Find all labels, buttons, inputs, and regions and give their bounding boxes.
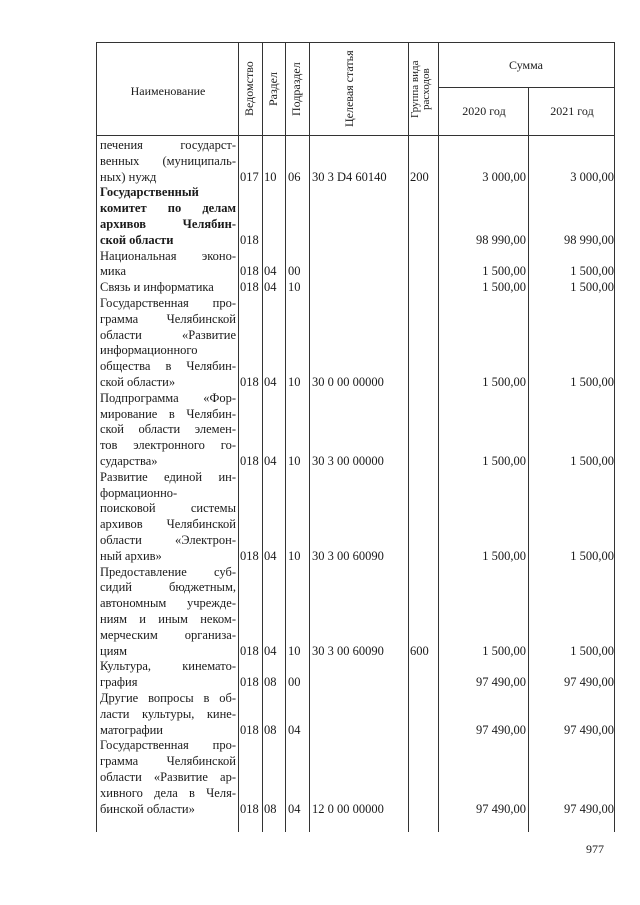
row-name-line: мика <box>100 264 127 279</box>
table-row <box>0 659 640 691</box>
row-name-line: формационно- <box>100 485 178 500</box>
row-name-line: бинской области» <box>100 801 195 816</box>
cell-2020: 97 490,00 <box>476 722 526 737</box>
cell-2020: 1 500,00 <box>482 643 526 658</box>
row-name <box>100 391 236 470</box>
cell-gruppa: 600 <box>410 643 429 658</box>
cell-ved: 018 <box>240 453 259 468</box>
cell-podrazdel: 06 <box>288 169 301 184</box>
header-year-2021: 2021 год <box>550 104 594 118</box>
row-name-line: поисковой системы <box>100 501 236 516</box>
header-bottom-border <box>96 135 614 136</box>
row-name-line: ласти культуры, кине- <box>100 706 236 721</box>
cell-2021: 3 000,00 <box>570 169 614 184</box>
row-name-line: Государственный <box>100 185 199 200</box>
cell-ved: 018 <box>240 675 259 690</box>
table-row <box>0 138 640 185</box>
row-name-line: тов электронного го- <box>100 438 236 453</box>
cell-podrazdel: 00 <box>288 675 301 690</box>
cell-2021: 97 490,00 <box>564 722 614 737</box>
cell-celevaya: 30 0 00 00000 <box>312 375 384 389</box>
header-summa: Сумма <box>509 58 543 72</box>
cell-razdel: 04 <box>264 375 277 389</box>
cell-podrazdel: 10 <box>288 643 301 658</box>
row-name-line: циям <box>100 643 128 658</box>
cell-ved: 018 <box>240 801 259 816</box>
row-name-line: мирование в Челябин- <box>100 406 236 421</box>
cell-razdel: 04 <box>264 453 277 468</box>
cell-podrazdel: 10 <box>288 453 301 468</box>
row-name-line: сидий бюджетным, <box>100 580 236 595</box>
row-name <box>100 470 236 565</box>
cell-razdel: 04 <box>264 643 277 658</box>
row-name-line: ных) нужд <box>100 169 157 184</box>
row-name-line: ской области» <box>100 374 176 389</box>
row-name <box>100 565 236 660</box>
row-name <box>100 738 236 817</box>
row-name-line: Предоставление суб- <box>100 564 236 579</box>
header-name: Наименование <box>130 84 206 98</box>
cell-2021: 98 990,00 <box>564 232 614 247</box>
header-celevaya: Целевая статья <box>342 50 356 128</box>
table-row <box>0 470 640 565</box>
cell-gruppa: 200 <box>410 169 429 184</box>
cell-2021: 1 500,00 <box>570 264 614 279</box>
row-name-line: общества в Челябин- <box>100 359 236 374</box>
cell-podrazdel: 04 <box>288 722 301 737</box>
row-name <box>100 659 236 691</box>
cell-ved: 018 <box>240 232 259 247</box>
cell-podrazdel: 10 <box>288 375 301 389</box>
row-name-line: архивов Челябинской <box>100 517 236 532</box>
cell-2021: 97 490,00 <box>564 801 614 816</box>
cell-ved: 018 <box>240 280 259 295</box>
row-name-line: Развитие единой ин- <box>100 469 236 484</box>
row-name <box>100 296 236 391</box>
row-name-line: архивов Челябин- <box>100 216 236 231</box>
row-name-line: Подпрограмма «Фор- <box>100 390 236 405</box>
cell-celevaya: 30 3 D4 60140 <box>312 169 387 184</box>
table-row <box>0 738 640 817</box>
cell-ved: 018 <box>240 643 259 658</box>
row-name <box>100 691 236 738</box>
row-name <box>100 185 236 248</box>
cell-2020: 1 500,00 <box>482 453 526 468</box>
cell-podrazdel: 04 <box>288 801 301 816</box>
cell-2020: 1 500,00 <box>482 548 526 563</box>
cell-2020: 1 500,00 <box>482 280 526 295</box>
cell-2020: 98 990,00 <box>476 232 526 247</box>
table-row <box>0 249 640 281</box>
cell-razdel: 08 <box>264 801 277 816</box>
cell-2020: 1 500,00 <box>482 264 526 279</box>
header-year-divider <box>438 87 614 88</box>
row-name-line: матографии <box>100 722 164 737</box>
row-name-line: мерческим организа- <box>100 627 236 642</box>
cell-ved: 018 <box>240 375 259 389</box>
cell-podrazdel: 10 <box>288 280 301 295</box>
cell-razdel: 04 <box>264 280 277 295</box>
row-name-line: ный архив» <box>100 548 162 563</box>
cell-2021: 1 500,00 <box>570 643 614 658</box>
row-name-line: ской области элемен- <box>100 422 236 437</box>
table-row <box>0 296 640 391</box>
cell-ved: 017 <box>240 169 259 184</box>
row-name <box>100 138 236 185</box>
cell-celevaya: 30 3 00 00000 <box>312 453 384 468</box>
header-gruppa: Группа вида расходов <box>409 60 432 118</box>
cell-2021: 1 500,00 <box>570 280 614 295</box>
row-name-line: области «Развитие ар- <box>100 769 236 784</box>
cell-2020: 1 500,00 <box>482 375 526 389</box>
cell-2021: 97 490,00 <box>564 675 614 690</box>
row-name-line: области «Электрон- <box>100 532 236 547</box>
row-name-line: области «Развитие <box>100 327 236 342</box>
row-name-line: грамма Челябинской <box>100 311 236 326</box>
row-name-line: грамма Челябинской <box>100 754 236 769</box>
table-top-border <box>96 42 614 43</box>
cell-razdel: 08 <box>264 722 277 737</box>
cell-razdel: 10 <box>264 169 277 184</box>
row-name-line: графия <box>100 675 138 690</box>
header-podrazdel: Подраздел <box>289 62 303 116</box>
cell-ved: 018 <box>240 548 259 563</box>
cell-2021: 1 500,00 <box>570 453 614 468</box>
table-row <box>0 280 640 296</box>
header-year-2020: 2020 год <box>462 104 506 118</box>
row-name-line: Связь и информатика <box>100 280 214 295</box>
row-name-line: печения государст- <box>100 138 236 152</box>
row-name-line: Культура, кинемато- <box>100 659 236 674</box>
cell-razdel: 04 <box>264 548 277 563</box>
header-ved: Ведомство <box>242 61 256 117</box>
cell-celevaya: 30 3 00 60090 <box>312 548 384 563</box>
row-name-line: Другие вопросы в об- <box>100 691 236 705</box>
row-name-line: комитет по делам <box>100 201 236 216</box>
cell-2020: 97 490,00 <box>476 801 526 816</box>
row-name-line: хивного дела в Челя- <box>100 785 236 800</box>
table-row <box>0 691 640 738</box>
row-name <box>100 249 236 281</box>
table-row <box>0 185 640 248</box>
cell-podrazdel: 00 <box>288 264 301 279</box>
cell-razdel: 04 <box>264 264 277 279</box>
table-row <box>0 391 640 470</box>
row-name-line: Национальная эконо- <box>100 248 236 263</box>
cell-celevaya: 12 0 00 00000 <box>312 801 384 816</box>
cell-2020: 97 490,00 <box>476 675 526 690</box>
row-name-line: информационного <box>100 343 198 358</box>
row-name-line: ской области <box>100 232 174 247</box>
cell-celevaya: 30 3 00 60090 <box>312 643 384 658</box>
row-name <box>100 280 236 296</box>
table-row <box>0 565 640 660</box>
cell-2021: 1 500,00 <box>570 548 614 563</box>
row-name-line: венных (муниципаль- <box>100 153 236 168</box>
row-name-line: Государственная про- <box>100 296 236 310</box>
cell-podrazdel: 10 <box>288 548 301 563</box>
cell-2020: 3 000,00 <box>482 169 526 184</box>
row-name-line: сударства» <box>100 453 158 468</box>
page-number: 977 <box>586 842 604 856</box>
row-name-line: ниям и иным неком- <box>100 611 236 626</box>
cell-2021: 1 500,00 <box>570 375 614 389</box>
cell-ved: 018 <box>240 722 259 737</box>
row-name-line: Государственная про- <box>100 738 236 753</box>
cell-razdel: 08 <box>264 675 277 690</box>
cell-ved: 018 <box>240 264 259 279</box>
row-name-line: автономным учрежде- <box>100 596 236 611</box>
header-razdel: Раздел <box>266 72 280 106</box>
